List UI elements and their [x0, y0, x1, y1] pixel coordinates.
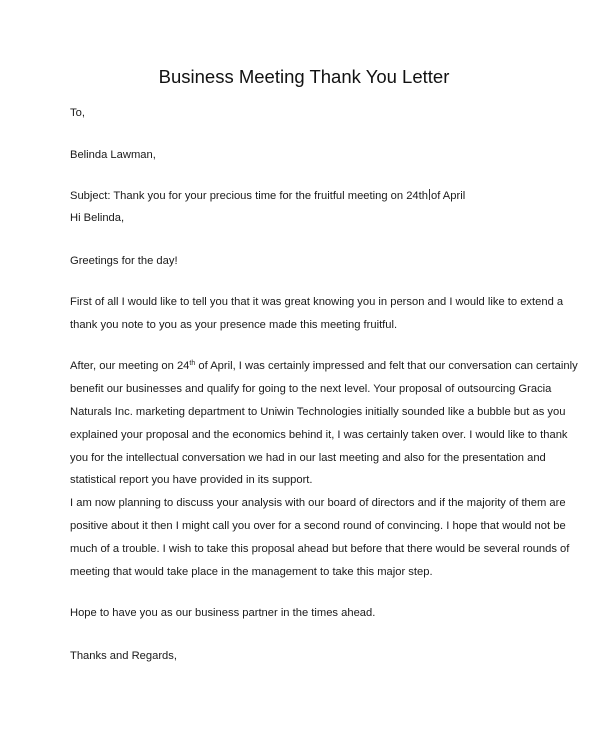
subject-line [70, 189, 465, 203]
para3-line: I am now planning to discuss your analysis with our board of directors and if the majority of them are [70, 497, 566, 509]
para1-line: thank you note to you as your presence made this meeting fruitful. [70, 319, 398, 331]
greeting-day: Greetings for the day! [70, 255, 178, 267]
para2-text: After, our meeting on 24 [70, 360, 190, 372]
para2-line: you for the intellectual conversation we had in our last meeting and also for the presentation and [70, 452, 546, 464]
signoff: Thanks and Regards, [70, 650, 177, 662]
text-cursor [429, 189, 430, 200]
recipient-name: Belinda Lawman, [70, 149, 156, 161]
para3-line: much of a trouble. I wish to take this proposal ahead but before that there would be several rounds of [70, 543, 570, 555]
para1-line: First of all I would like to tell you that it was great knowing you in person and I would like to extend a [70, 296, 564, 308]
para2-line [70, 359, 578, 373]
para2-line: benefit our businesses and qualify for going to the next level. Your proposal of outsourcing Gracia [70, 383, 552, 395]
para3-line: meeting that would take place in the management to take this major step. [70, 566, 433, 578]
para2-line: statistical report you have provided in its support. [70, 474, 313, 486]
para2-line: explained your proposal and the economics behind it, I was certainly taken over. I would like to thank [70, 429, 568, 441]
subject-text: Subject: Thank you for your precious time for the fruitful meeting on 24th [70, 190, 428, 202]
letter-title: Business Meeting Thank You Letter [158, 66, 450, 87]
closing-line: Hope to have you as our business partner in the times ahead. [70, 607, 376, 619]
superscript-th: th [189, 360, 196, 367]
para2-line: Naturals Inc. marketing department to Uniwin Technologies initially sounded like a bubble but as you [70, 406, 566, 418]
salutation-to: To, [70, 107, 85, 119]
subject-suffix: of April [430, 190, 466, 202]
para3-line: positive about it then I might call you over for a second round of convincing. I hope that would not be [70, 520, 566, 532]
para2-text: of April, I was certainly impressed and felt that our conversation can certainly [195, 360, 578, 372]
greeting-name: Hi Belinda, [70, 212, 125, 224]
